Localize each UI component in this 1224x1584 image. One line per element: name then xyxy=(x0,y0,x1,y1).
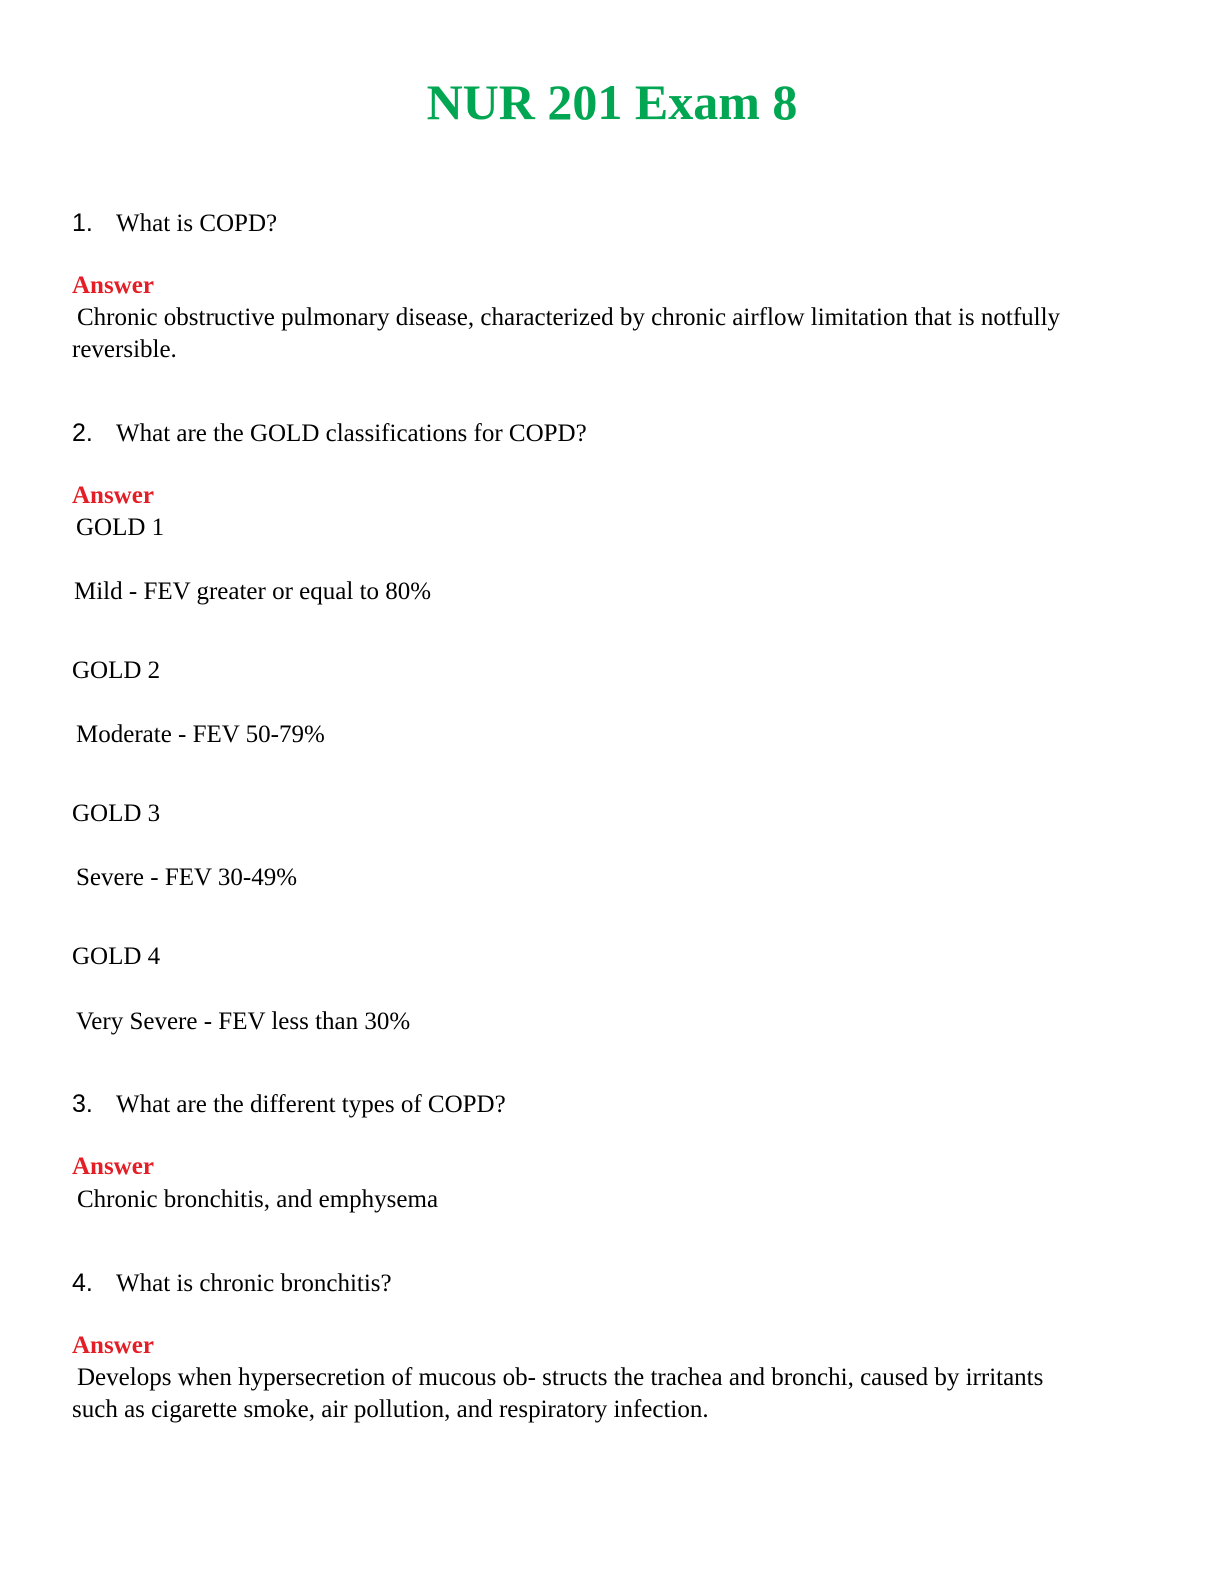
question-text: What is chronic bronchitis? xyxy=(116,1270,392,1297)
answer-label: Answer xyxy=(72,1332,154,1359)
answer-line: Mild - FEV greater or equal to 80% xyxy=(74,578,432,605)
question-number: 4. xyxy=(72,1269,93,1297)
question-text: What are the different types of COPD? xyxy=(116,1091,506,1118)
question-3 xyxy=(72,1088,506,1121)
answer-line: GOLD 3 xyxy=(72,800,161,827)
answer-text: Chronic obstructive pulmonary disease, characterized by chronic airflow limitation that is notfully reversible. xyxy=(72,304,1061,363)
question-1 xyxy=(72,207,277,240)
question-4 xyxy=(72,1267,392,1300)
question-number: 1. xyxy=(72,209,93,237)
answer-label: Answer xyxy=(72,482,154,509)
answer-text: Chronic bronchitis, and emphysema xyxy=(77,1186,439,1213)
answer-line: Moderate - FEV 50-79% xyxy=(76,721,325,748)
answer-line: Very Severe - FEV less than 30% xyxy=(76,1008,411,1035)
answer-label: Answer xyxy=(72,272,154,299)
answer-line: GOLD 2 xyxy=(72,657,161,684)
question-text: What is COPD? xyxy=(116,210,278,237)
question-2 xyxy=(72,417,587,450)
page-title: NUR 201 Exam 8 xyxy=(426,74,798,130)
answer-line: GOLD 1 xyxy=(76,514,165,541)
question-text: What are the GOLD classifications for COPD? xyxy=(116,420,587,447)
answer-label: Answer xyxy=(72,1153,154,1180)
answer-line: Severe - FEV 30-49% xyxy=(76,864,298,891)
question-number: 3. xyxy=(72,1090,93,1118)
answer-line: GOLD 4 xyxy=(72,943,161,970)
question-number: 2. xyxy=(72,419,93,447)
answer-text: Develops when hypersecretion of mucous ob- structs the trachea and bronchi, caused by irritants such as cigarette smoke, air pollution, and respiratory infection. xyxy=(72,1364,1044,1423)
